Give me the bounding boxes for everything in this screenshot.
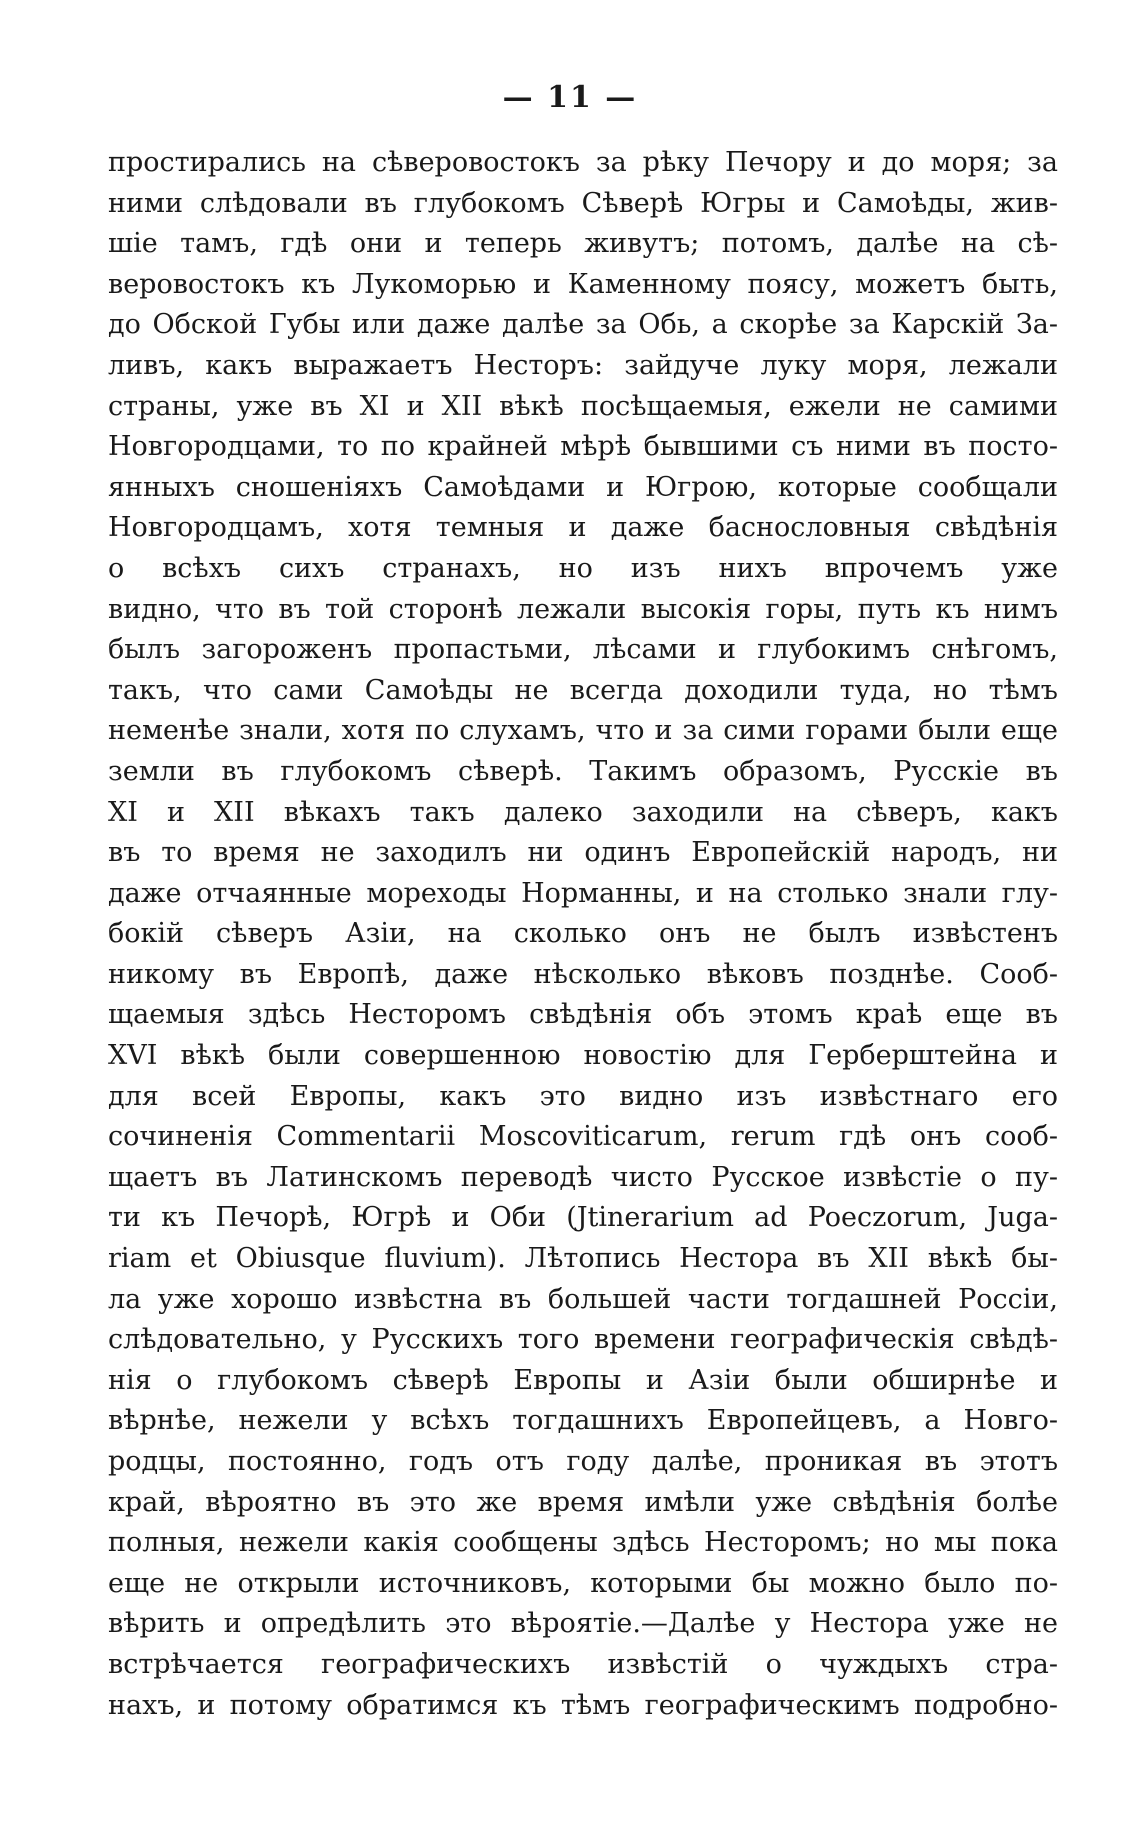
text-line: былъ загороженъ пропастьми, лѣсами и глубокимъ снѣгомъ, [108,634,1058,666]
text-line: еще не открыли источниковъ, которыми бы можно было по- [108,1567,1058,1599]
text-line: бокій сѣверъ Азіи, на сколько онъ не былъ извѣстенъ [108,918,1058,950]
text-line: встрѣчается географическихъ извѣстій о чуждыхъ стра- [108,1648,1058,1680]
text-line: riam et Obiusque fluvium). Лѣтопись Нестора въ XII вѣкѣ бы- [108,1243,1058,1275]
text-line: щаемыя здѣсь Несторомъ свѣдѣнія объ этомъ краѣ еще въ [108,999,1058,1031]
text-line: неменѣе знали, хотя по слухамъ, что и за сими горами были еще [108,715,1058,747]
text-line: XI и XII вѣкахъ такъ далеко заходили на сѣверъ, какъ [108,796,1058,828]
text-line: для всей Европы, какъ это видно изъ извѣстнаго его [108,1080,1058,1112]
text-line: родцы, постоянно, годъ отъ году далѣе, проникая въ этотъ [108,1446,1058,1477]
text-line: нахъ, и потому обратимся къ тѣмъ географическимъ подробно- [108,1689,1058,1721]
text-line: о всѣхъ сихъ странахъ, но изъ нихъ впрочемъ уже [108,552,1058,584]
text-line: XVI вѣкѣ были совершенною новостію для Герберштейна и [108,1040,1058,1072]
text-line: даже отчаянные мореходы Норманны, и на столько знали глу- [108,877,1058,909]
text-line: янныхъ сношеніяхъ Самоѣдами и Югрою, которые сообщали [108,471,1058,503]
text-line: нія о глубокомъ сѣверѣ Европы и Азіи были обширнѣе и [108,1364,1058,1396]
text-line: до Обской Губы или даже далѣе за Обь, а скорѣе за Карскій За- [108,309,1058,341]
text-line: Новгородцами, то по крайней мѣрѣ бывшими съ ними въ посто- [108,431,1058,463]
text-line: вѣрить и опредѣлить это вѣроятіе.—Далѣе у Нестора уже не [108,1608,1058,1640]
text-line: въ то время не заходилъ ни одинъ Европейскій народъ, ни [108,837,1058,869]
page-number: — 11 — [502,80,638,115]
text-line: простирались на сѣверовостокъ за рѣку Печору и до моря; за [108,147,1058,178]
text-line: щаетъ въ Латинскомъ переводѣ чисто Русское извѣстіе о пу- [108,1161,1058,1193]
text-line: такъ, что сами Самоѣды не всегда доходили туда, но тѣмъ [108,674,1058,706]
text-line: полныя, нежели какія сообщены здѣсь Несторомъ; но мы пока [108,1527,1058,1559]
text-line: ла уже хорошо извѣстна въ большей части тогдашней Россіи, [108,1283,1058,1315]
text-line: ними слѣдовали въ глубокомъ Сѣверѣ Югры и Самоѣды, жив- [108,187,1058,219]
text-line: вѣрнѣе, нежели у всѣхъ тогдашнихъ Европейцевъ, а Новго- [108,1405,1058,1437]
text-line: видно, что въ той сторонѣ лежали высокія горы, путь къ нимъ [108,593,1058,625]
text-line: веровостокъ къ Лукоморью и Каменному поясу, можетъ быть, [108,268,1058,300]
text-line: ти къ Печорѣ, Югрѣ и Оби (Jtinerarium ad Poeczorum, Juga- [108,1202,1058,1234]
text-line: шіе тамъ, гдѣ они и теперь живутъ; потомъ, далѣе на сѣ- [108,228,1058,260]
text-line: Новгородцамъ, хотя темныя и даже баснословныя свѣдѣнія [108,512,1058,544]
text-line: никому въ Европѣ, даже нѣсколько вѣковъ позднѣе. Сооб- [108,958,1058,990]
text-line: земли въ глубокомъ сѣверѣ. Такимъ образомъ, Русскіе въ [108,755,1058,787]
text-line: край, вѣроятно въ это же время имѣли уже свѣдѣнія болѣе [108,1486,1058,1518]
text-line: ливъ, какъ выражаетъ Несторъ: зайдуче луку моря, лежали [108,349,1058,381]
text-line: страны, уже въ XI и XII вѣкѣ посѣщаемыя, ежели не самими [108,390,1058,422]
body-text [108,143,1058,1726]
text-line: слѣдовательно, у Русскихъ того времени географическія свѣдѣ- [108,1324,1058,1356]
text-line: сочиненія Commentarii Moscoviticarum, rerum гдѣ онъ сооб- [108,1121,1058,1153]
